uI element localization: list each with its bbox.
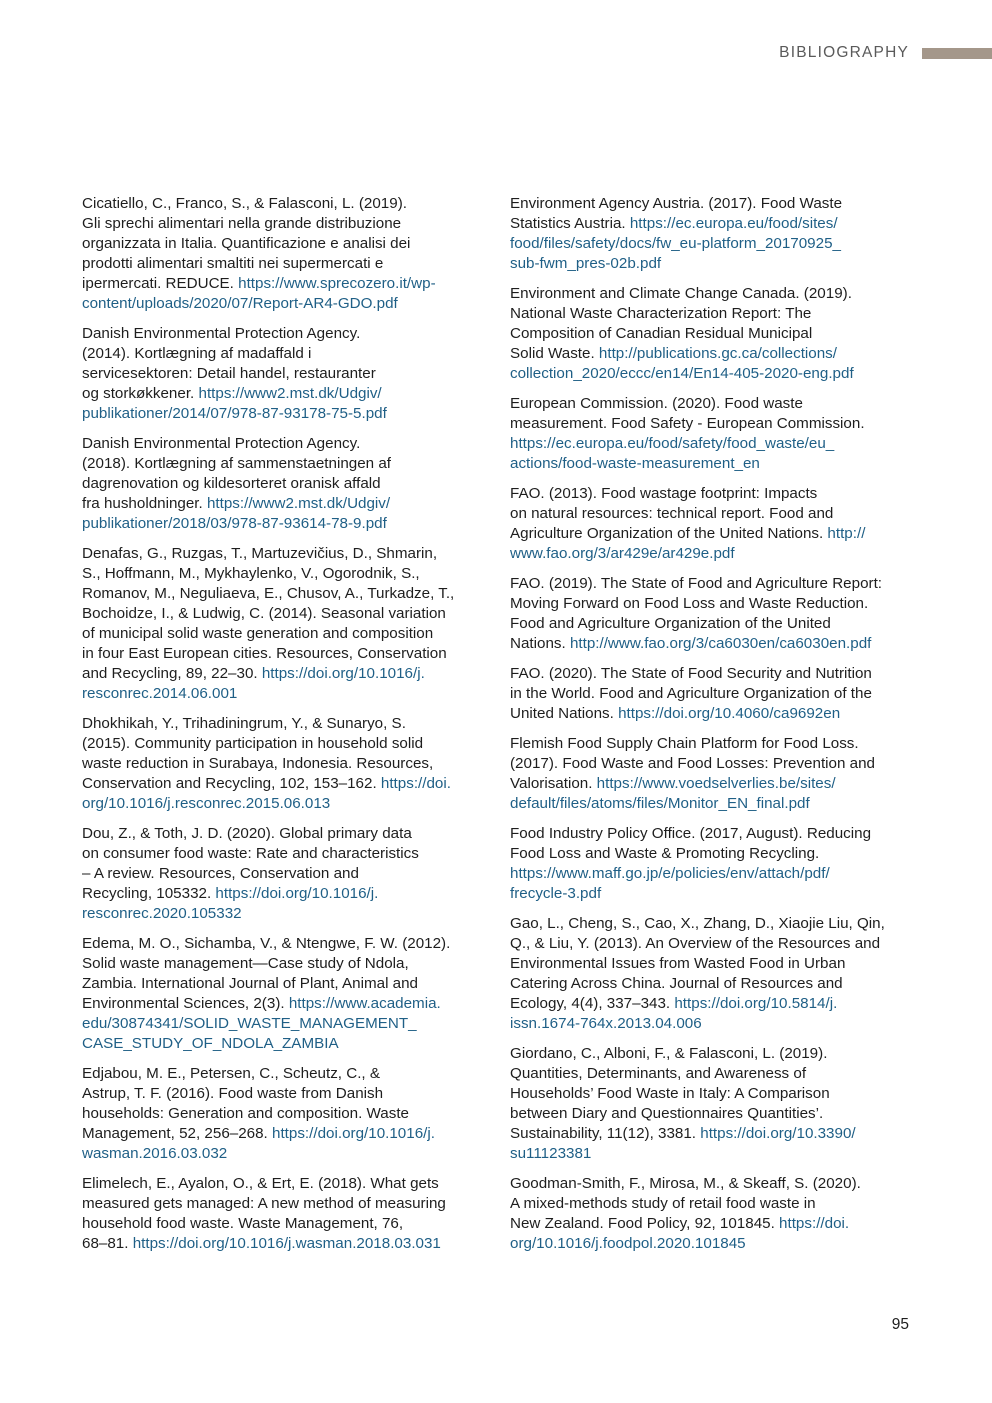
reference-entry xyxy=(510,734,912,814)
reference-link[interactable]: http://publications.gc.ca/collections/ collection_2020/eccc/en14/En14-405-2020-eng.pdf xyxy=(510,345,854,382)
reference-link[interactable]: https://www2.mst.dk/Udgiv/ publikationer/2018/03/978-87-93614-78-9.pdf xyxy=(82,495,391,532)
reference-text: European Commission. (2020). Food waste measurement. Food Safety - European Commission. xyxy=(510,395,865,432)
page-number: 95 xyxy=(891,1316,909,1333)
reference-link[interactable]: https://doi.org/10.1016/j. resconrec.2020.105332 xyxy=(82,885,379,922)
reference-entry xyxy=(82,714,482,814)
reference-entry xyxy=(510,394,912,474)
section-title: BIBLIOGRAPHY xyxy=(779,44,909,61)
reference-link[interactable]: https://ec.europa.eu/food/sites/ food/files/safety/docs/fw_eu-platform_20170925_ sub-fwm_pres-02b.pdf xyxy=(510,215,841,272)
reference-text: FAO. (2020). The State of Food Security and Nutrition in the World. Food and Agriculture Organization of the United Nations. xyxy=(510,665,872,722)
reference-text: FAO. (2019). The State of Food and Agriculture Report: Moving Forward on Food Loss and Waste Reduction. Food and Agriculture Organization of the United Nations. xyxy=(510,575,883,652)
reference-link[interactable]: http:// www.fao.org/3/ar429e/ar429e.pdf xyxy=(510,525,866,562)
reference-entry xyxy=(82,934,482,1054)
reference-text: Danish Environmental Protection Agency. (2014). Kortlægning af madaffald i servicesektoren: Detail handel, restauranter og storkøkkener. xyxy=(82,325,376,402)
reference-text: Danish Environmental Protection Agency. (2018). Kortlægning af sammenstaetningen af dagrenovation og kildesorteret oranisk affald fra husholdninger. xyxy=(82,435,391,512)
reference-text: Flemish Food Supply Chain Platform for Food Loss. (2017). Food Waste and Food Losses: Prevention and Valorisation. xyxy=(510,735,875,792)
reference-link[interactable]: https://doi.org/10.4060/ca9692en xyxy=(618,705,841,722)
reference-entry xyxy=(82,1064,482,1164)
reference-entry xyxy=(82,194,482,314)
reference-link[interactable]: https://doi.org/10.1016/j. wasman.2016.03.032 xyxy=(82,1125,435,1162)
reference-text: Cicatiello, C., Franco, S., & Falasconi, L. (2019). Gli sprechi alimentari nella grande distribuzione organizzata in Italia. Quantificazione e analisi dei prodotti alimentari smaltiti nei supermercati e ipermercati. REDUCE. xyxy=(82,195,411,292)
reference-link[interactable]: https://doi.org/10.1016/j.wasman.2018.03.031 xyxy=(132,1235,441,1252)
reference-link[interactable]: https://www.academia. edu/30874341/SOLID_WASTE_MANAGEMENT_ CASE_STUDY_OF_NDOLA_ZAMBIA xyxy=(82,995,441,1052)
reference-entry xyxy=(510,1174,912,1254)
reference-entry xyxy=(82,824,482,924)
references-column-left xyxy=(82,194,482,1264)
reference-text: Food Industry Policy Office. (2017, August). Reducing Food Loss and Waste & Promoting Recycling. xyxy=(510,825,872,862)
reference-text: Environment and Climate Change Canada. (2019). National Waste Characterization Report: The Composition of Canadian Residual Municipal Solid Waste. xyxy=(510,285,852,362)
header-accent-bar xyxy=(922,48,992,59)
references-column-right xyxy=(510,194,912,1264)
reference-text: Dou, Z., & Toth, J. D. (2020). Global primary data on consumer food waste: Rate and characteristics – A review. Resources, Conservation and Recycling, 105332. xyxy=(82,825,419,902)
reference-entry xyxy=(510,1044,912,1164)
reference-entry xyxy=(510,574,912,654)
reference-text: Edjabou, M. E., Petersen, C., Scheutz, C., & Astrup, T. F. (2016). Food waste from Danish households: Generation and composition. Waste Management, 52, 256–268. xyxy=(82,1065,410,1142)
reference-entry xyxy=(510,824,912,904)
reference-link[interactable]: https://www.voedselverlies.be/sites/ default/files/atoms/files/Monitor_EN_final.pdf xyxy=(510,775,836,812)
reference-entry xyxy=(510,664,912,724)
reference-entry xyxy=(82,1174,482,1254)
reference-text: Elimelech, E., Ayalon, O., & Ert, E. (2018). What gets measured gets managed: A new method of measuring household food waste. Waste Management, 76, 68–81. xyxy=(82,1175,446,1252)
reference-link[interactable]: https://doi.org/10.3390/ su11123381 xyxy=(510,1125,856,1162)
reference-link[interactable]: https://ec.europa.eu/food/safety/food_waste/eu_ actions/food-waste-measurement_en xyxy=(510,435,835,472)
reference-entry xyxy=(510,194,912,274)
reference-text: Goodman-Smith, F., Mirosa, M., & Skeaff, S. (2020). A mixed-methods study of retail food waste in New Zealand. Food Policy, 92, 101845. xyxy=(510,1175,861,1232)
reference-entry xyxy=(510,284,912,384)
reference-link[interactable]: https://doi.org/10.5814/j. issn.1674-764x.2013.04.006 xyxy=(510,995,838,1032)
reference-link[interactable]: http://www.fao.org/3/ca6030en/ca6030en.pdf xyxy=(569,635,872,652)
reference-link[interactable]: https://doi. org/10.1016/j.resconrec.2015.06.013 xyxy=(82,775,451,812)
reference-text: Environment Agency Austria. (2017). Food Waste Statistics Austria. xyxy=(510,195,843,232)
reference-link[interactable]: https://www.maff.go.jp/e/policies/env/attach/pdf/ frecycle-3.pdf xyxy=(510,865,830,902)
reference-entry xyxy=(510,484,912,564)
reference-entry xyxy=(82,434,482,534)
reference-link[interactable]: https://www.sprecozero.it/wp- content/uploads/2020/07/Report-AR4-GDO.pdf xyxy=(82,275,436,312)
reference-text: Giordano, C., Alboni, F., & Falasconi, L. (2019). Quantities, Determinants, and Awareness of Households’ Food Waste in Italy: A Comparison between Diary and Questionnaires Quantities’. Sustainability, 11(12), 3381. xyxy=(510,1045,830,1142)
reference-link[interactable]: https://www2.mst.dk/Udgiv/ publikationer/2014/07/978-87-93178-75-5.pdf xyxy=(82,385,387,422)
reference-text: Denafas, G., Ruzgas, T., Martuzevičius, D., Shmarin, S., Hoffmann, M., Mykhaylenko, V., Ogorodnik, S., Romanov, M., Neguliaeva, E., Chusov, A., Turkadze, T., Bochoidze, I., & Ludwig, C. (2014). Seasonal variation of municipal solid waste generation and composition in four East European cities. Resources, Conservation and Recycling, 89, 22–30. xyxy=(82,545,455,682)
reference-entry xyxy=(510,914,912,1034)
reference-link[interactable]: https://doi. org/10.1016/j.foodpol.2020.101845 xyxy=(510,1215,850,1252)
reference-text: Edema, M. O., Sichamba, V., & Ntengwe, F. W. (2012). Solid waste management—Case study of Ndola, Zambia. International Journal of Plant, Animal and Environmental Sciences, 2(3). xyxy=(82,935,451,1012)
reference-text: Gao, L., Cheng, S., Cao, X., Zhang, D., Xiaojie Liu, Qin, Q., & Liu, Y. (2013). An Overview of the Resources and Environmental Issues from Wasted Food in Urban Catering Across China. Journal of Resources and Ecology, 4(4), 337–343. xyxy=(510,915,885,1012)
reference-entry xyxy=(82,324,482,424)
reference-link[interactable]: https://doi.org/10.1016/j. resconrec.2014.06.001 xyxy=(82,665,425,702)
reference-text: FAO. (2013). Food wastage footprint: Impacts on natural resources: technical report. Food and Agriculture Organization of the United Nations. xyxy=(510,485,834,542)
reference-entry xyxy=(82,544,482,704)
reference-text: Dhokhikah, Y., Trihadiningrum, Y., & Sunaryo, S. (2015). Community participation in household solid waste reduction in Surabaya, Indonesia. Resources, Conservation and Recycling, 102, 153–162. xyxy=(82,715,434,792)
